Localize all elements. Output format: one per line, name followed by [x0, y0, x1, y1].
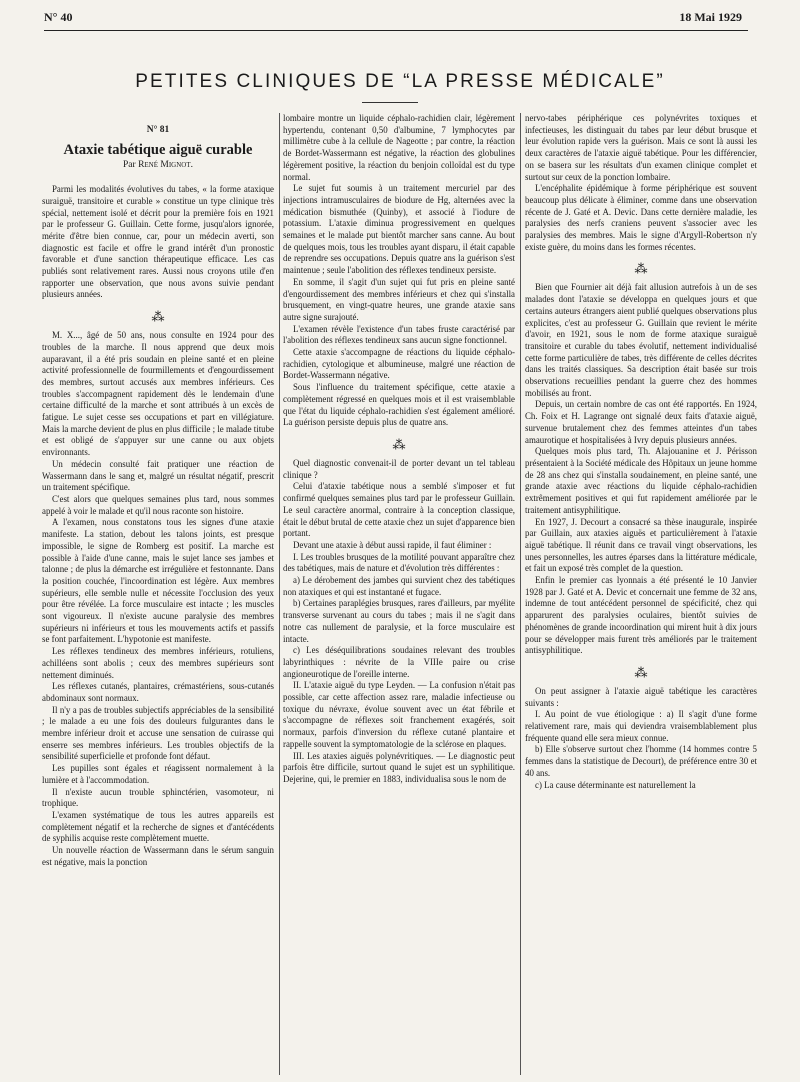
paragraph: Les réflexes tendineux des membres inférieurs, rotuliens, achilléens sont abolis ; ceux des membres supérieurs sont nettement diminués.	[42, 646, 274, 680]
paragraph: Devant une ataxie à début aussi rapide, il faut éliminer :	[293, 539, 492, 550]
section-separator: ⁂	[634, 664, 648, 680]
section-rubric: PETITES CLINIQUES DE “LA PRESSE MÉDICALE”	[135, 71, 665, 92]
paragraph: En 1927, J. Decourt a consacré sa thèse inaugurale, inspirée par Guillain, aux ataxies aiguës et particulièrement à l'ataxie aiguë tabétique. Il réunit dans ce travail vingt observations, les unes personnelles, les autres éparses dans la littérature médicale, et fait un exposé très complet de la question.	[525, 516, 757, 574]
paragraph: a) Le dérobement des jambes qui survient chez des tabétiques non ataxiques et qui est instantané et fugace.	[283, 575, 515, 597]
issue-number: N° 40	[44, 10, 73, 24]
paragraph: Quel diagnostic convenait-il de porter devant un tel tableau clinique ?	[283, 457, 515, 480]
paragraph: I. Les troubles brusques de la motilité pouvant apparaître chez des tabétiques, mais de nature et d'évolution très différentes :	[283, 551, 515, 574]
column-divider	[520, 113, 521, 1075]
paragraph: Il n'y a pas de troubles subjectifs appréciables de la sensibilité ; le malade a eu une fois des douleurs fulgurantes dans le membre inférieur droit et accuse une sensation de cuirasse qui enserre ses membres inférieurs. Les troubles objectifs de la sensibilité superficielle et profonde font défaut.	[42, 704, 274, 762]
paragraph: Les pupilles sont égales et réagissent normalement à la lumière et à l'accommodation.	[42, 763, 274, 785]
rubric-rule	[362, 102, 418, 103]
column-3	[525, 113, 757, 1075]
paragraph: Le sujet fut soumis à un traitement mercuriel par des injections intramusculaires de biodure de Hg, alternées avec la médication bismuthée (Quinby), et associé à l'iodure de potassium. L'ataxie diminua progressivement en quelques semaines et le malade put bientôt marcher sans canne. Au bout de quelques mois, tous les troubles ayant disparu, il était capable de reprendre ses occupations. Depuis quatre ans la guérison s'est maintenue ; seule l'abolition des réflexes tendineux persiste.	[283, 183, 515, 276]
paragraph: b) Certaines paraplégies brusques, rares d'ailleurs, par myélite transverse survenant au cours du tabes ; mais il ne s'agit dans notre cas nullement de paralysie, et la force musculaire est intacte.	[283, 598, 515, 644]
paragraph: A l'examen, nous constatons tous les signes d'une ataxie manifeste. La station, debout les talons joints, est presque impossible, le signe de Romberg est positif. La marche est possible à l'aide d'une canne, mais le sujet lance ses jambes et talonne ; de plus la démarche est irrégulière et festonnante. Dans la position couchée, l'incoordination est légère. Aux membres supérieurs, elle semble nulle et nécessite l'occlusion des yeux pour être révélée. La force musculaire est intacte ; les muscles sont vigoureux. Il n'existe aucune paralysie des membres supérieurs ni inférieurs et tous les mouvements actifs et passifs se font parfaitement. L'hypotonie est manifeste.	[42, 517, 274, 645]
section-separator: ⁂	[392, 436, 406, 452]
paragraph: Cette ataxie s'accompagne de réactions du liquide céphalo-rachidien, cytologique et albumineuse, malgré une réaction de Bordet-Wassermann négative.	[283, 347, 515, 381]
author-prefix: Par	[123, 160, 139, 171]
paragraph: Depuis, un certain nombre de cas ont été rapportés. En 1924, Ch. Foix et H. Lagrange ont signalé deux faits d'ataxie aiguë, survenue brutalement chez des femmes atteintes d'un tabes amaurotique et hospitalisées à Ivry depuis plusieurs années.	[525, 399, 757, 445]
paragraph: Il n'existe aucun trouble sphinctérien, vasomoteur, ni trophique.	[42, 786, 274, 809]
paragraph: nervo-tabes périphérique ces polynévrites toxiques et infectieuses, les distinguait du tabes par leur début brusque et leur évolution rapide vers la guérison. Mais ce sont là aussi les deux caractères de l'ataxie aiguë tabétique. Pour les différencier, on se basera sur les résultats d'un examen clinique complet et surtout sur ceux de la ponction lombaire.	[525, 113, 757, 182]
article-title: Ataxie tabétique aiguë curable	[63, 141, 253, 158]
paragraph: Quelques mois plus tard, Th. Alajouanine et J. Périsson présentaient à la Société médicale des Hôpitaux un jeune homme de 28 ans chez qui s'installa soudainement, en pleine santé, une grande ataxie avec réactions du liquide céphalo-rachidien extrêmement positives et qui fut rapidement améliorée par le traitement antisyphilitique.	[525, 446, 757, 515]
paragraph: Enfin le premier cas lyonnais a été présenté le 10 Janvier 1928 par J. Gaté et A. Devic et concernait une femme de 32 ans, indemne de tout antécédent personnel de spécificité, chez qui apparurent des paralysies oculaires, bientôt suivies de phénomènes de grande incoordination qui mirent huit à dix jours pour se développer mais furent très améliorés par le traitement antisyphilitique.	[525, 575, 757, 656]
paragraph: C'est alors que quelques semaines plus tard, nous sommes appelé à voir le malade et qu'il nous raconte son histoire.	[42, 493, 274, 516]
paragraph: Les réflexes cutanés, plantaires, crémastériens, sous-cutanés abdominaux sont normaux.	[42, 681, 274, 703]
paragraph: lombaire montre un liquide céphalo-rachidien clair, légèrement hypertendu, contenant 0,50 d'albumine, 7 lymphocytes par millimètre cube à la cellule de Nageotte ; par contre, la réaction de Bordet-Wassermann est négative, la réaction des globulines légèrement positive, la réaction du benjoin colloïdal est du type normal.	[283, 113, 515, 182]
paragraph: M. X..., âgé de 50 ans, nous consulte en 1924 pour des troubles de la marche. Il nous apprend que deux mois auparavant, il a été pris soudain en pleine santé et en pleine activité professionnelle de fourmillements et d'engourdissement des membres, surtout accusés aux membres inférieurs. Ces troubles s'accompagnent rapidement dès le lendemain d'une certaine difficulté de la marche et sont attribués à un excès de fatigue. Le sujet cesse ses occupations et part en villégiature. Mais la marche devient de plus en plus difficile ; le malade titube et est obligé de s'appuyer sur une canne ou aux objets environnants.	[42, 330, 274, 458]
article-number: N° 81	[146, 125, 170, 135]
column-2	[283, 113, 515, 1075]
paragraph: III. Les ataxies aiguës polynévritiques. — Le diagnostic peut parfois être difficile, surtout quand le sujet est un syphilitique. Dejerine, qui, le premier en 1883, individualisa sous le nom de	[283, 750, 515, 784]
paragraph: L'examen révèle l'existence d'un tabes fruste caractérisé par l'abolition des réflexes tendineux sans aucun signe fonctionnel.	[283, 323, 515, 346]
author-name: René Mignot.	[138, 160, 193, 171]
paragraph: c) La cause déterminante est naturellement la	[535, 779, 696, 790]
paragraph: L'encéphalite épidémique à forme périphérique est souvent beaucoup plus délicate à éliminer, comme dans une observation récente de J. Gaté et A. Devic. Dans cette dernière maladie, les paralysies des nerfs craniens peuvent s'associer avec les paralysies des membres. Mais le signe d'Argyll-Robertson n'y existe guère, du moins dans les formes récentes.	[525, 183, 757, 252]
paragraph: En somme, il s'agit d'un sujet qui fut pris en pleine santé d'engourdissement des membres inférieurs et chez qui s'installa brusquement, en vingt-quatre heures, une grande ataxie sans autre signe surajouté.	[283, 276, 515, 322]
paragraph: Celui d'ataxie tabétique nous a semblé s'imposer et fut confirmé quelques semaines plus tard par le professeur Guillain. Le seul caractère anormal, contraire à la conception classique, était le début brutal de cette ataxie chez un sujet d'apparence bien portant.	[283, 481, 515, 539]
paragraph: c) Les déséquilibrations soudaines relevant des troubles labyrinthiques : névrite de la VIIIe paire ou crise angioneurotique de l'oreille interne.	[283, 645, 515, 679]
paragraph: Parmi les modalités évolutives du tabes, « la forme ataxique suraiguë, transitoire et curable » constitue un type clinique très spécial, nettement isolé et décrit pour la première fois en 1921 par le professeur G. Guillain. Cette forme, jusqu'alors ignorée, mérite d'être bien connue, car, pour un médecin averti, son diagnostic est facile et offre le grand intérêt d'un pronostic favorable et d'une sanction thérapeutique efficace. Les cas publiés sont relativement rares. Aussi nous croyons utile d'en rapporter une observation, que nous avons suivie pendant plusieurs années.	[42, 184, 274, 300]
paragraph: Bien que Fournier ait déjà fait allusion autrefois à un de ses malades dont l'ataxie se développa en quelques jours et que certains auteurs étrangers aient publié quelques observations plus explicites, c'est au professeur G. Guillain que revient le mérite d'avoir, en 1921, sous le nom de forme ataxique suraiguë transitoire et curable du tabes évolutif, nettement individualisé cette forme particulière de tabes, très différente de celles décrites dans les traités classiques. Sa description était basée sur trois observations recueillies pendant la guerre chez des hommes mobilisés au front.	[525, 282, 757, 398]
column-divider	[279, 113, 280, 1075]
paragraph: Un médecin consulté fait pratiquer une réaction de Wassermann dans le sang et, malgré un résultat négatif, prescrit un traitement spécifique.	[42, 458, 274, 493]
paragraph: L'examen systématique de tous les autres appareils est complètement négatif et la recherche de signes et d'antécédents de syphilis acquise reste complètement muette.	[42, 809, 274, 844]
section-separator: ⁂	[634, 261, 648, 277]
paragraph: On peut assigner à l'ataxie aiguë tabétique les caractères suivants :	[525, 685, 757, 708]
section-separator: ⁂	[151, 309, 165, 325]
issue-date: 18 Mai 1929	[679, 10, 742, 24]
header-rule	[44, 30, 748, 31]
paragraph: I. Au point de vue étiologique : a) Il s'agit d'une forme relativement rare, mais qui deviendra vraisemblablement plus fréquente quand elle sera mieux connue.	[525, 709, 757, 743]
column-1	[42, 113, 274, 1075]
paragraph: Un nouvelle réaction de Wassermann dans le sérum sanguin est négative, mais la ponction	[42, 845, 274, 867]
paragraph: II. L'ataxie aiguë du type Leyden. — La confusion n'était pas possible, car cette affection assez rare, maladie infectieuse ou toxique du névraxe, évolue souvent avec un état fébrile et s'accompagne de réflexes soit franchement exagérés, soit normaux, parfois d'inversion du réflexe cutané plantaire et rappelle souvent la symptomatologie de la sclérose en plaques.	[283, 680, 515, 749]
paragraph: b) Elle s'observe surtout chez l'homme (14 hommes contre 5 femmes dans la statistique de Decourt), de préférence entre 30 et 40 ans.	[525, 744, 757, 778]
article-author	[42, 160, 274, 172]
paragraph: Sous l'influence du traitement spécifique, cette ataxie a complètement régressé en quelques mois et il est vraisemblable que l'état du liquide céphalo-rachidien s'est également amélioré. La guérison persiste depuis plus de quatre ans.	[283, 382, 515, 428]
